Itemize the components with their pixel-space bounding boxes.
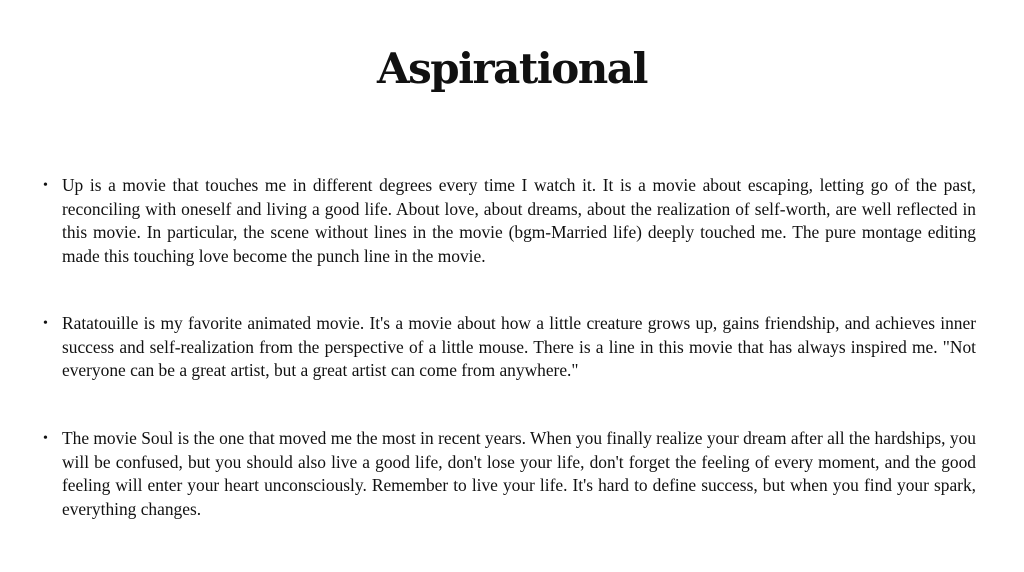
bullet-item	[40, 312, 976, 383]
bullet-item	[40, 427, 976, 522]
bullet-text: Up is a movie that touches me in different degrees every time I watch it. It is a movie about escaping, letting go of the past, reconciling with oneself and living a good life. About love, about dreams, about the realization of self-worth, are well reflected in this movie. In particular, the scene without lines in the movie (bgm-Married life) deeply touched me. The pure montage editing made this touching love become the punch line in the movie.	[62, 175, 976, 267]
bullet-text: Ratatouille is my favorite animated movie. It's a movie about how a little creature grows up, gains friendship, and achieves inner success and self-realization from the perspective of a little mouse. There is a line in this movie that has always inspired me. "Not everyone can be a great artist, but a great artist can come from anywhere."	[62, 313, 976, 381]
bullet-point-icon: •	[43, 178, 48, 193]
bullet-point-icon: •	[43, 316, 48, 331]
bullet-point-icon: •	[43, 431, 48, 446]
bullet-item	[40, 174, 976, 269]
bullet-text: The movie Soul is the one that moved me the most in recent years. When you finally realize your dream after all the hardships, you will be confused, but you should also live a good life, don't lose your life, don't forget the feeling of every moment, and the good feeling will enter your heart unconsciously. Remember to live your life. It's hard to define success, but when you find your spark, everything changes.	[62, 428, 976, 520]
slide-title: Aspirational	[377, 44, 647, 93]
